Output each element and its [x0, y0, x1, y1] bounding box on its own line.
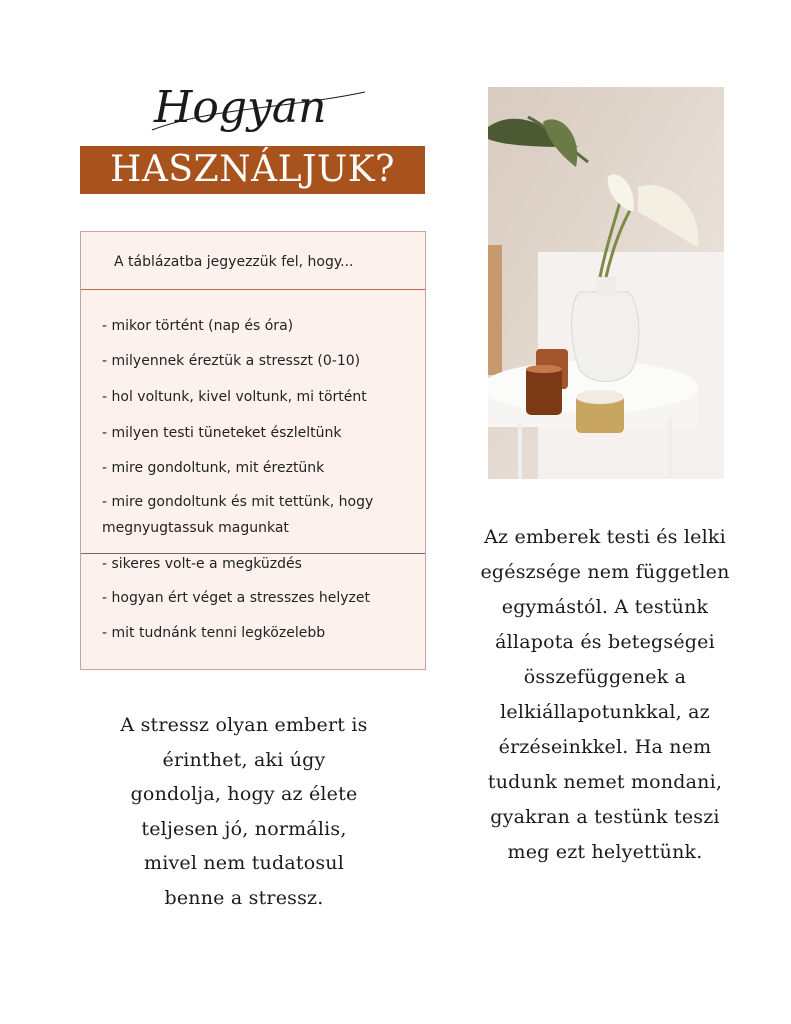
quote-right-line: összefüggenek a [523, 666, 687, 688]
list-item: - sikeres volt-e a megküzdés [102, 556, 302, 572]
quote-right-line: állapota és betegségei [495, 631, 715, 653]
list-item: - milyen testi tüneteket észleltünk [102, 425, 342, 441]
list-item: - mit tudnánk tenni legközelebb [102, 625, 326, 641]
instruction-panel [80, 231, 426, 670]
quote-left-line: érinthet, aki úgy [162, 748, 326, 771]
quote-left-line: mivel nem tudatosul [143, 852, 345, 874]
quote-right-line: gyakran a testünk teszi [490, 806, 720, 828]
quote-left-line: benne a stressz. [164, 886, 324, 909]
quote-right-line: meg ezt helyettünk. [507, 841, 703, 863]
quote-right [470, 520, 740, 870]
script-title [150, 78, 370, 140]
panel-intro: A táblázatba jegyezzük fel, hogy... [114, 254, 354, 270]
quote-left-line: A stressz olyan embert is [120, 714, 368, 736]
list-item: - mire gondoltunk és mit tettünk, hogy [102, 494, 374, 510]
quote-right-line: egészsége nem független [480, 561, 730, 583]
list-item-continuation: megnyugtassuk magunkat [102, 520, 289, 536]
quote-left [90, 708, 398, 915]
quote-right-line: egymástól. A testünk [501, 596, 709, 618]
quote-right-line: Az emberek testi és lelki [484, 526, 726, 548]
quote-left-line: teljesen jó, normális, [141, 817, 347, 840]
list-item: - mire gondoltunk, mit éreztünk [102, 460, 325, 476]
script-title-text: Hogyan [154, 82, 327, 133]
quote-left-line: gondolja, hogy az élete [130, 783, 358, 805]
vase-candles-illustration [488, 87, 724, 479]
divider-top [81, 289, 425, 290]
list-item: - hol voltunk, kivel voltunk, mi történt [102, 389, 367, 405]
title-banner: HASZNÁLJUK? [80, 146, 425, 194]
list-item: - milyennek éreztük a stresszt (0-10) [102, 353, 361, 369]
quote-right-line: lelkiállapotunkkal, az [500, 701, 710, 723]
list-item: - hogyan ért véget a stresszes helyzet [102, 590, 370, 606]
list-item: - mikor történt (nap és óra) [102, 318, 294, 334]
decor-photo [488, 87, 724, 479]
quote-right-line: tudunk nemet mondani, [487, 771, 723, 793]
quote-right-line: érzéseinkkel. Ha nem [498, 736, 712, 758]
